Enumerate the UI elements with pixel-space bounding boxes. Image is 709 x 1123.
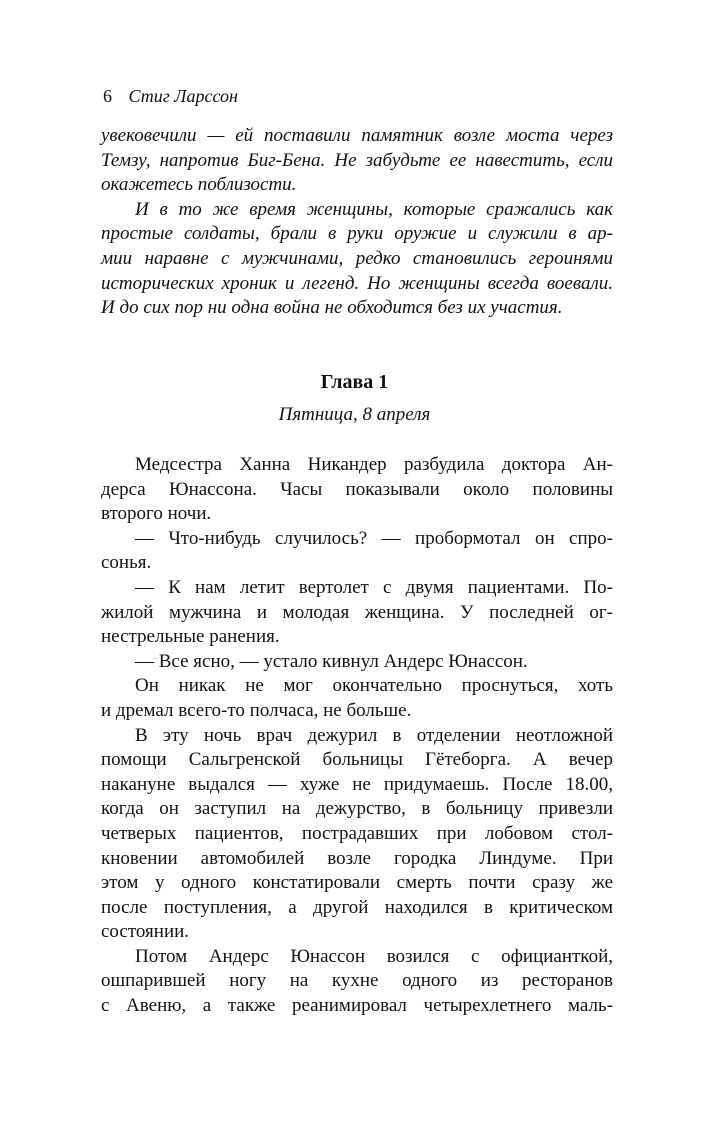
text-line: Медсестра Ханна Никандер разбудила доктора Ан- bbox=[135, 454, 613, 475]
text-line: состоянии. bbox=[101, 921, 190, 943]
text-line: четверых пациентов, пострадавших при лобовом стол- bbox=[101, 822, 613, 844]
text-line: В эту ночь врач дежурил в отделении неотложной bbox=[135, 724, 613, 746]
text-line: когда он заступил на дежурство, в больницу привезли bbox=[101, 798, 613, 820]
epigraph-text bbox=[101, 124, 613, 321]
running-header bbox=[103, 86, 238, 107]
text-line: сонья. bbox=[101, 552, 152, 574]
text-line: дерса Юнассона. Часы показывали около половины bbox=[101, 478, 613, 500]
text-line: после поступления, а другой находился в критическом bbox=[101, 896, 613, 918]
text-line: Темзу, напротив Биг-Бена. Не забудьте ее навестить, если bbox=[101, 149, 613, 171]
text-line: жилой мужчина и молодая женщина. У последней ог- bbox=[101, 601, 613, 623]
text-line: — К нам летит вертолет с двумя пациентами. По- bbox=[135, 576, 613, 598]
body-text bbox=[101, 453, 613, 1019]
running-head-author: Стиг Ларссон bbox=[128, 86, 238, 106]
text-line: Потом Андерс Юнассон возился с официанткой, bbox=[135, 945, 613, 967]
text-line: помощи Сальгренской больницы Гётеборга. А вечер bbox=[101, 749, 613, 771]
text-line: И до сих пор ни одна война не обходится без их участия. bbox=[101, 297, 563, 319]
chapter-subtitle: Пятница, 8 апреля bbox=[278, 404, 431, 425]
chapter-title: Глава 1 bbox=[320, 371, 389, 393]
text-line: с Авеню, а также реанимировал четырехлетнего маль- bbox=[101, 995, 613, 1017]
text-line: накануне выдался — хуже не придумаешь. После 18.00, bbox=[101, 773, 613, 795]
text-line: нестрельные ранения. bbox=[101, 626, 280, 648]
text-line: этом у одного констатировали смерть почти сразу же bbox=[101, 872, 613, 894]
text-line: — Что-нибудь случилось? — пробормотал он спро- bbox=[135, 527, 613, 549]
text-line: второго ночи. bbox=[101, 503, 212, 525]
text-line: кновении автомобилей возле городка Линдуме. При bbox=[101, 847, 613, 869]
text-line: простые солдаты, брали в руки оружие и служили в ар- bbox=[101, 223, 613, 245]
text-line: Он никак не мог окончательно проснуться, хоть bbox=[135, 675, 613, 697]
text-line: — Все ясно, — устало кивнул Андерс Юнассон. bbox=[135, 650, 528, 672]
page-number: 6 bbox=[103, 86, 112, 106]
text-line: окажетесь поблизости. bbox=[101, 174, 297, 196]
text-line: исторических хроник и легенд. Но женщины всегда воевали. bbox=[101, 272, 613, 294]
text-line: ошпарившей ногу на кухне одного из ресторанов bbox=[101, 970, 613, 992]
text-line: И в то же время женщины, которые сражались как bbox=[135, 198, 613, 220]
text-line: мии наравне с мужчинами, редко становились героинями bbox=[101, 247, 613, 269]
text-line: и дремал всего-то полчаса, не больше. bbox=[101, 699, 412, 721]
text-line: увековечили — ей поставили памятник возле моста через bbox=[101, 125, 613, 146]
